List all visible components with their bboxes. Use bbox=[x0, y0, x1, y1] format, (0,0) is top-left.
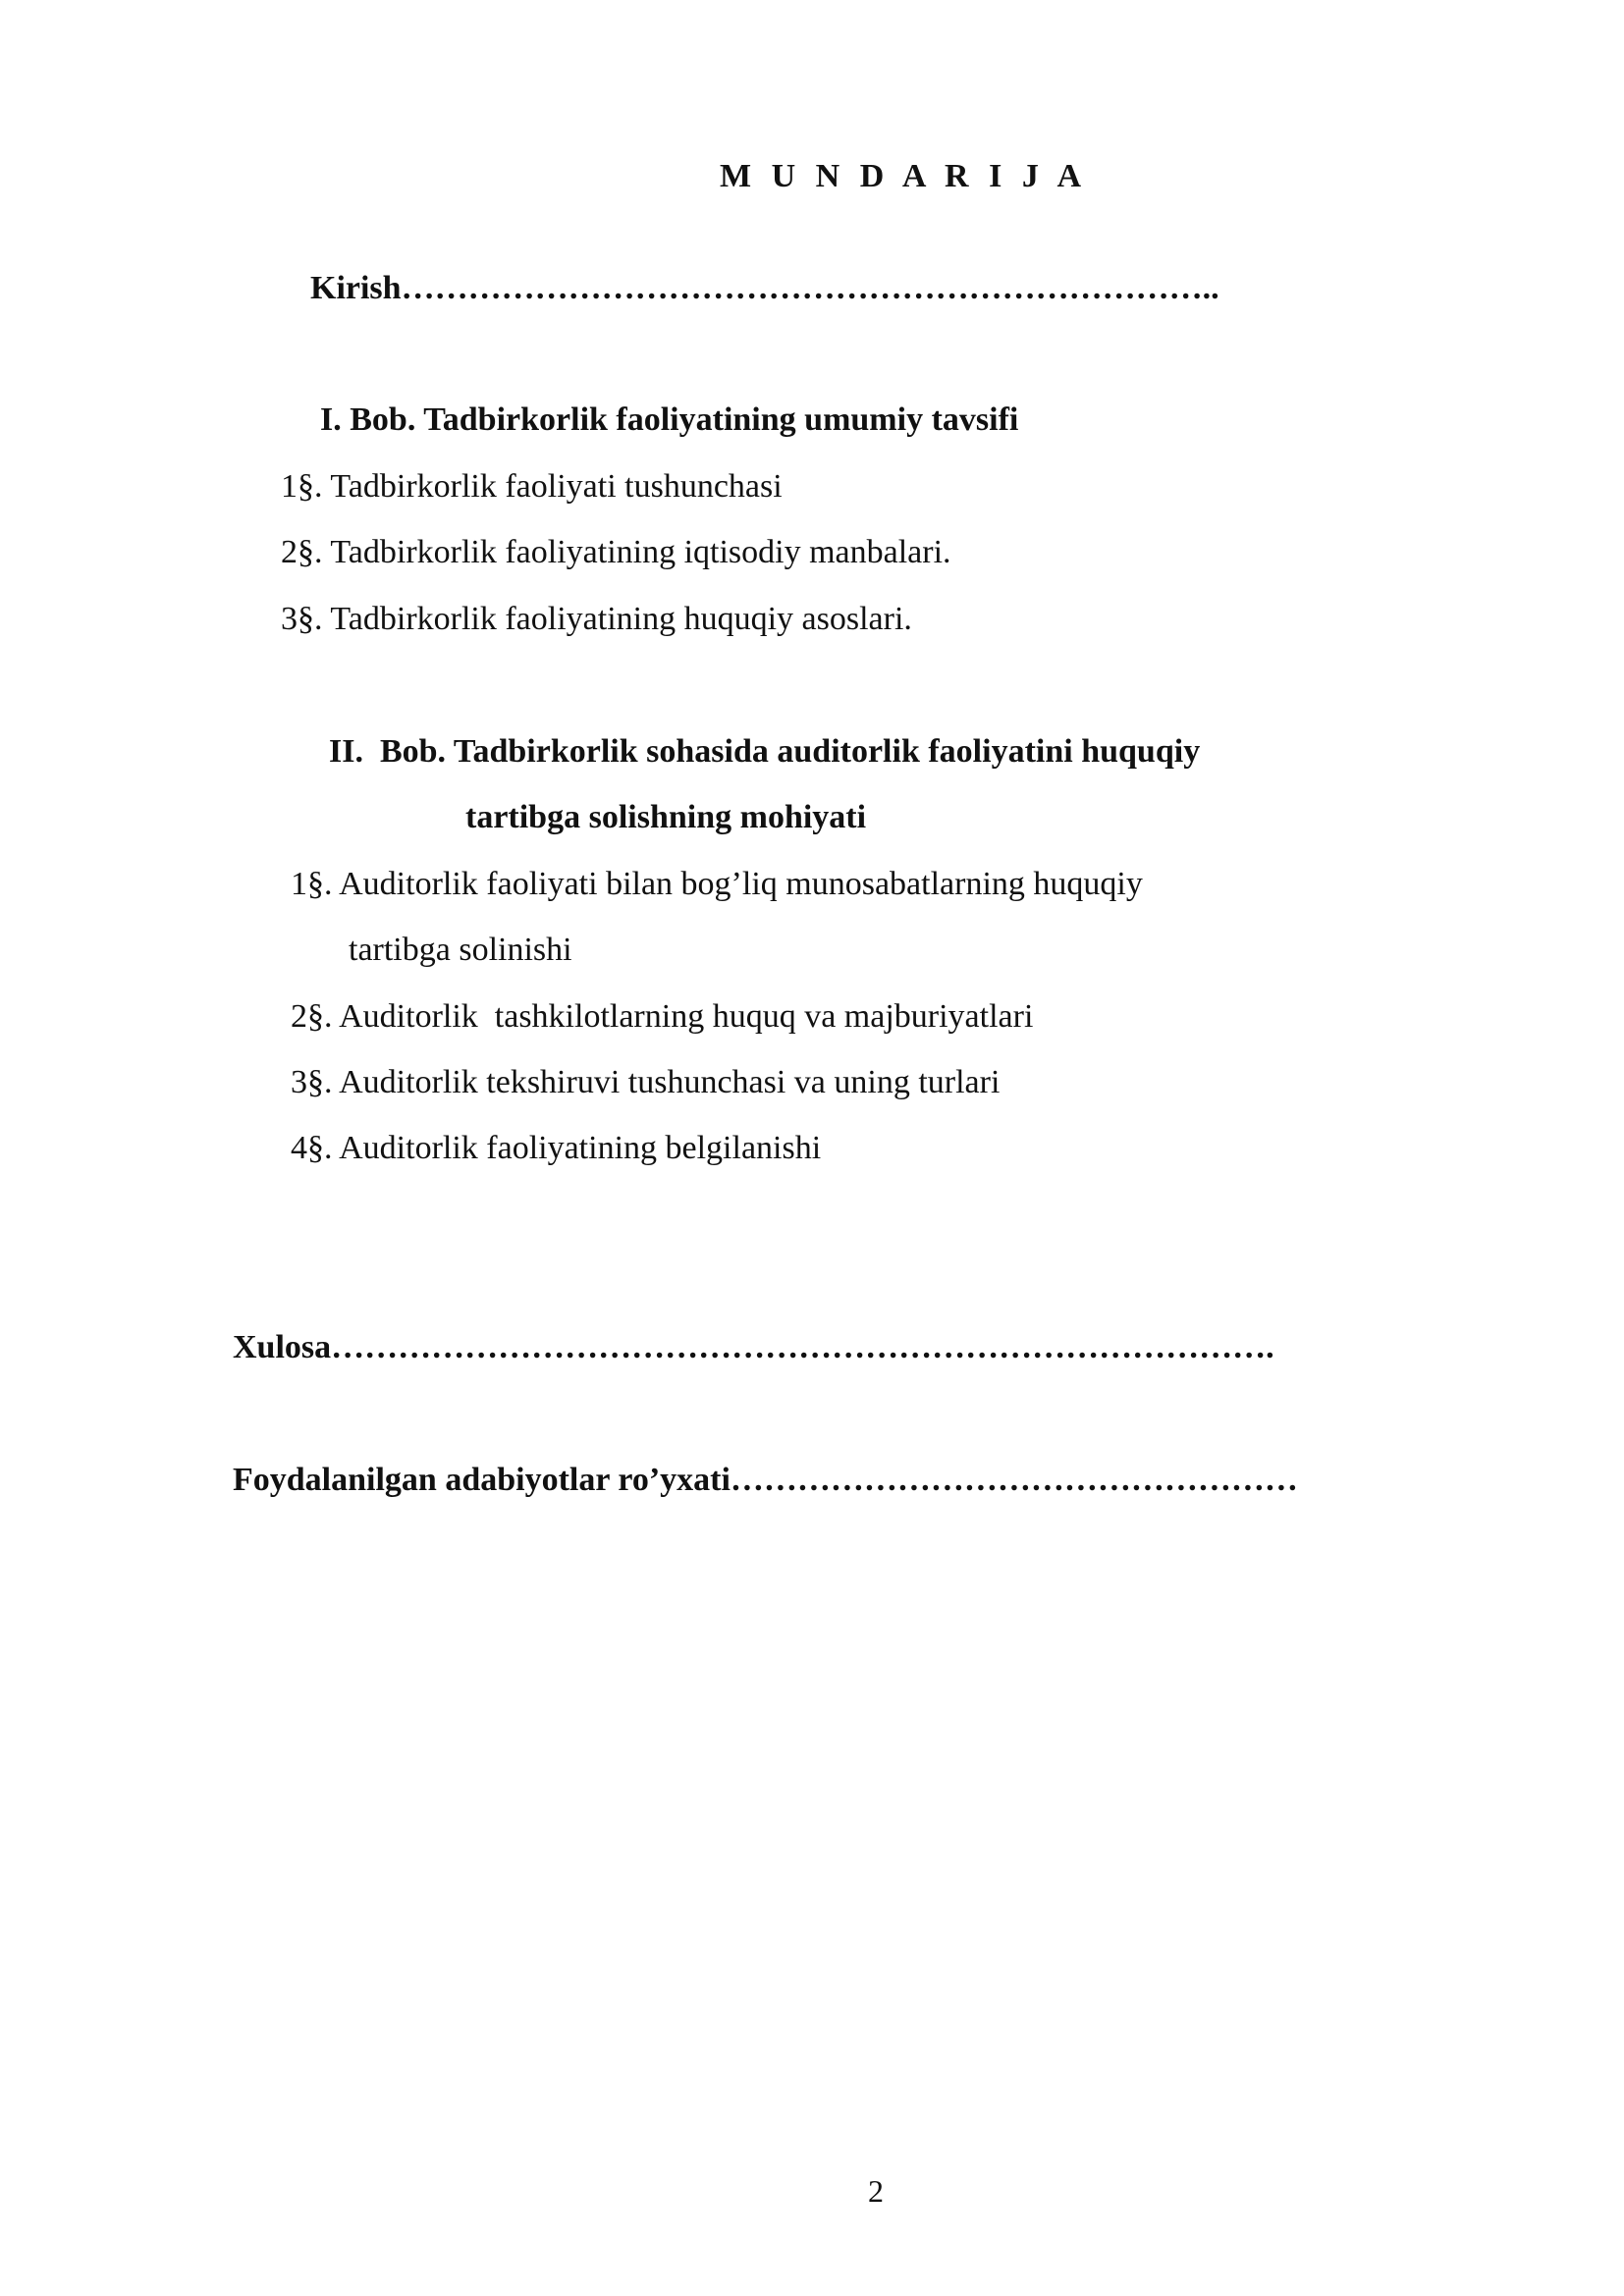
page-title: M U N D A R I J A bbox=[720, 158, 1088, 194]
toc-entry-intro: Kirish……………………………………………………………….. bbox=[310, 270, 1219, 306]
chapter1-section-3: 3§. Tadbirkorlik faoliyatining huquqiy asoslari. bbox=[281, 601, 912, 637]
toc-entry-references: Foydalanilgan adabiyotlar ro’yxati…………………………………………… bbox=[233, 1462, 1298, 1498]
chapter2-section-4: 4§. Auditorlik faoliyatining belgilanishi bbox=[291, 1130, 822, 1166]
page-number: 2 bbox=[868, 2173, 884, 2209]
chapter2-heading-line2: tartibga solishning mohiyati bbox=[465, 799, 867, 835]
chapter2-section-3: 3§. Auditorlik tekshiruvi tushunchasi va uning turlari bbox=[291, 1064, 1001, 1100]
toc-entry-conclusion: Xulosa…………………………………………………………………………. bbox=[233, 1329, 1274, 1365]
chapter2-section-1: 1§. Auditorlik faoliyati bilan bog’liq munosabatlarning huquqiy bbox=[291, 866, 1143, 902]
chapter2-section-2: 2§. Auditorlik tashkilotlarning huquq va majburiyatlari bbox=[291, 998, 1034, 1035]
chapter1-section-2: 2§. Tadbirkorlik faoliyatining iqtisodiy manbalari. bbox=[281, 534, 951, 570]
chapter2-section-1-continued: tartibga solinishi bbox=[349, 932, 572, 968]
chapter1-heading: I. Bob. Tadbirkorlik faoliyatining umumiy tavsifi bbox=[320, 401, 1019, 438]
chapter2-heading-line1: II. Bob. Tadbirkorlik sohasida auditorlik faoliyatini huquqiy bbox=[329, 733, 1201, 770]
chapter1-section-1: 1§. Tadbirkorlik faoliyati tushunchasi bbox=[281, 468, 783, 505]
